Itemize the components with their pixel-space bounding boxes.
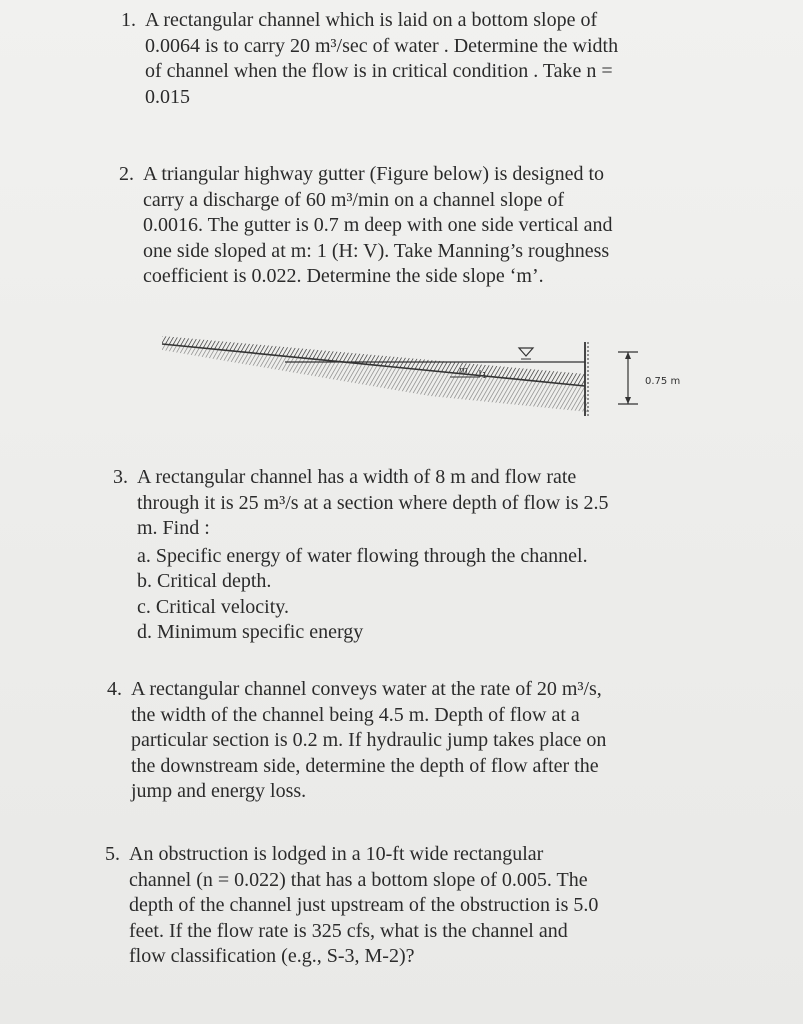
dimension-arrow-up <box>625 352 631 359</box>
water-level-symbol <box>519 348 533 356</box>
problem-text: A rectangular channel which is laid on a bottom slope of 0.0064 is to carry 20 m³/sec of water . Determine the width of channel when the flow is in critical condition . Take n = 0.015 <box>145 9 619 108</box>
problem-text: A rectangular channel conveys water at the rate of 20 m³/s, the width of the channel being 4.5 m. Depth of flow at a particular section is 0.2 m. If hydraulic jump takes place on the downstream side, determine the depth of flow after the jump and energy loss. <box>131 678 607 802</box>
problem-number: 5. <box>105 843 120 865</box>
problem-5 <box>105 842 680 970</box>
problem-text: A triangular highway gutter (Figure below) is designed to carry a discharge of 60 m³/min on a channel slope of 0.0016. The gutter is 0.7 m deep with one side vertical and one side sloped at m: 1 (H: V). Take Manning’s roughness coefficient is 0.022. Determine the side slope ‘m’. <box>143 163 613 287</box>
problem-1 <box>121 8 681 110</box>
problem-text: An obstruction is lodged in a 10-ft wide rectangular channel (n = 0.022) that has a bottom slope of 0.005. The depth of the channel just upstream of the obstruction is 5.0 feet. If the flow rate is 325 cfs, what is the channel and flow classification (e.g., S-3, M-2)? <box>129 843 599 967</box>
slope-ratio-label: 1 <box>482 371 488 380</box>
problem-number: 3. <box>113 466 128 488</box>
problem-parts <box>137 544 683 646</box>
depth-label: 0.75 m <box>645 376 681 387</box>
part-a: a. Specific energy of water flowing through the channel. <box>137 544 588 567</box>
part-d: d. Minimum specific energy <box>137 621 364 643</box>
problem-text: A rectangular channel has a width of 8 m and flow rate through it is 25 m³/s at a section where depth of flow is 2.5 m. Find : <box>137 466 609 539</box>
part-c: c. Critical velocity. <box>137 595 289 618</box>
gutter-figure <box>160 332 720 432</box>
problem-4 <box>107 677 687 805</box>
slope-m-label: m <box>459 366 468 376</box>
dimension-arrow-down <box>625 397 631 404</box>
problem-number: 2. <box>119 163 134 185</box>
problem-3 <box>113 465 683 646</box>
problem-number: 1. <box>121 9 136 31</box>
part-b: b. Critical depth. <box>137 570 272 592</box>
problem-2 <box>119 162 679 290</box>
problem-number: 4. <box>107 678 122 700</box>
